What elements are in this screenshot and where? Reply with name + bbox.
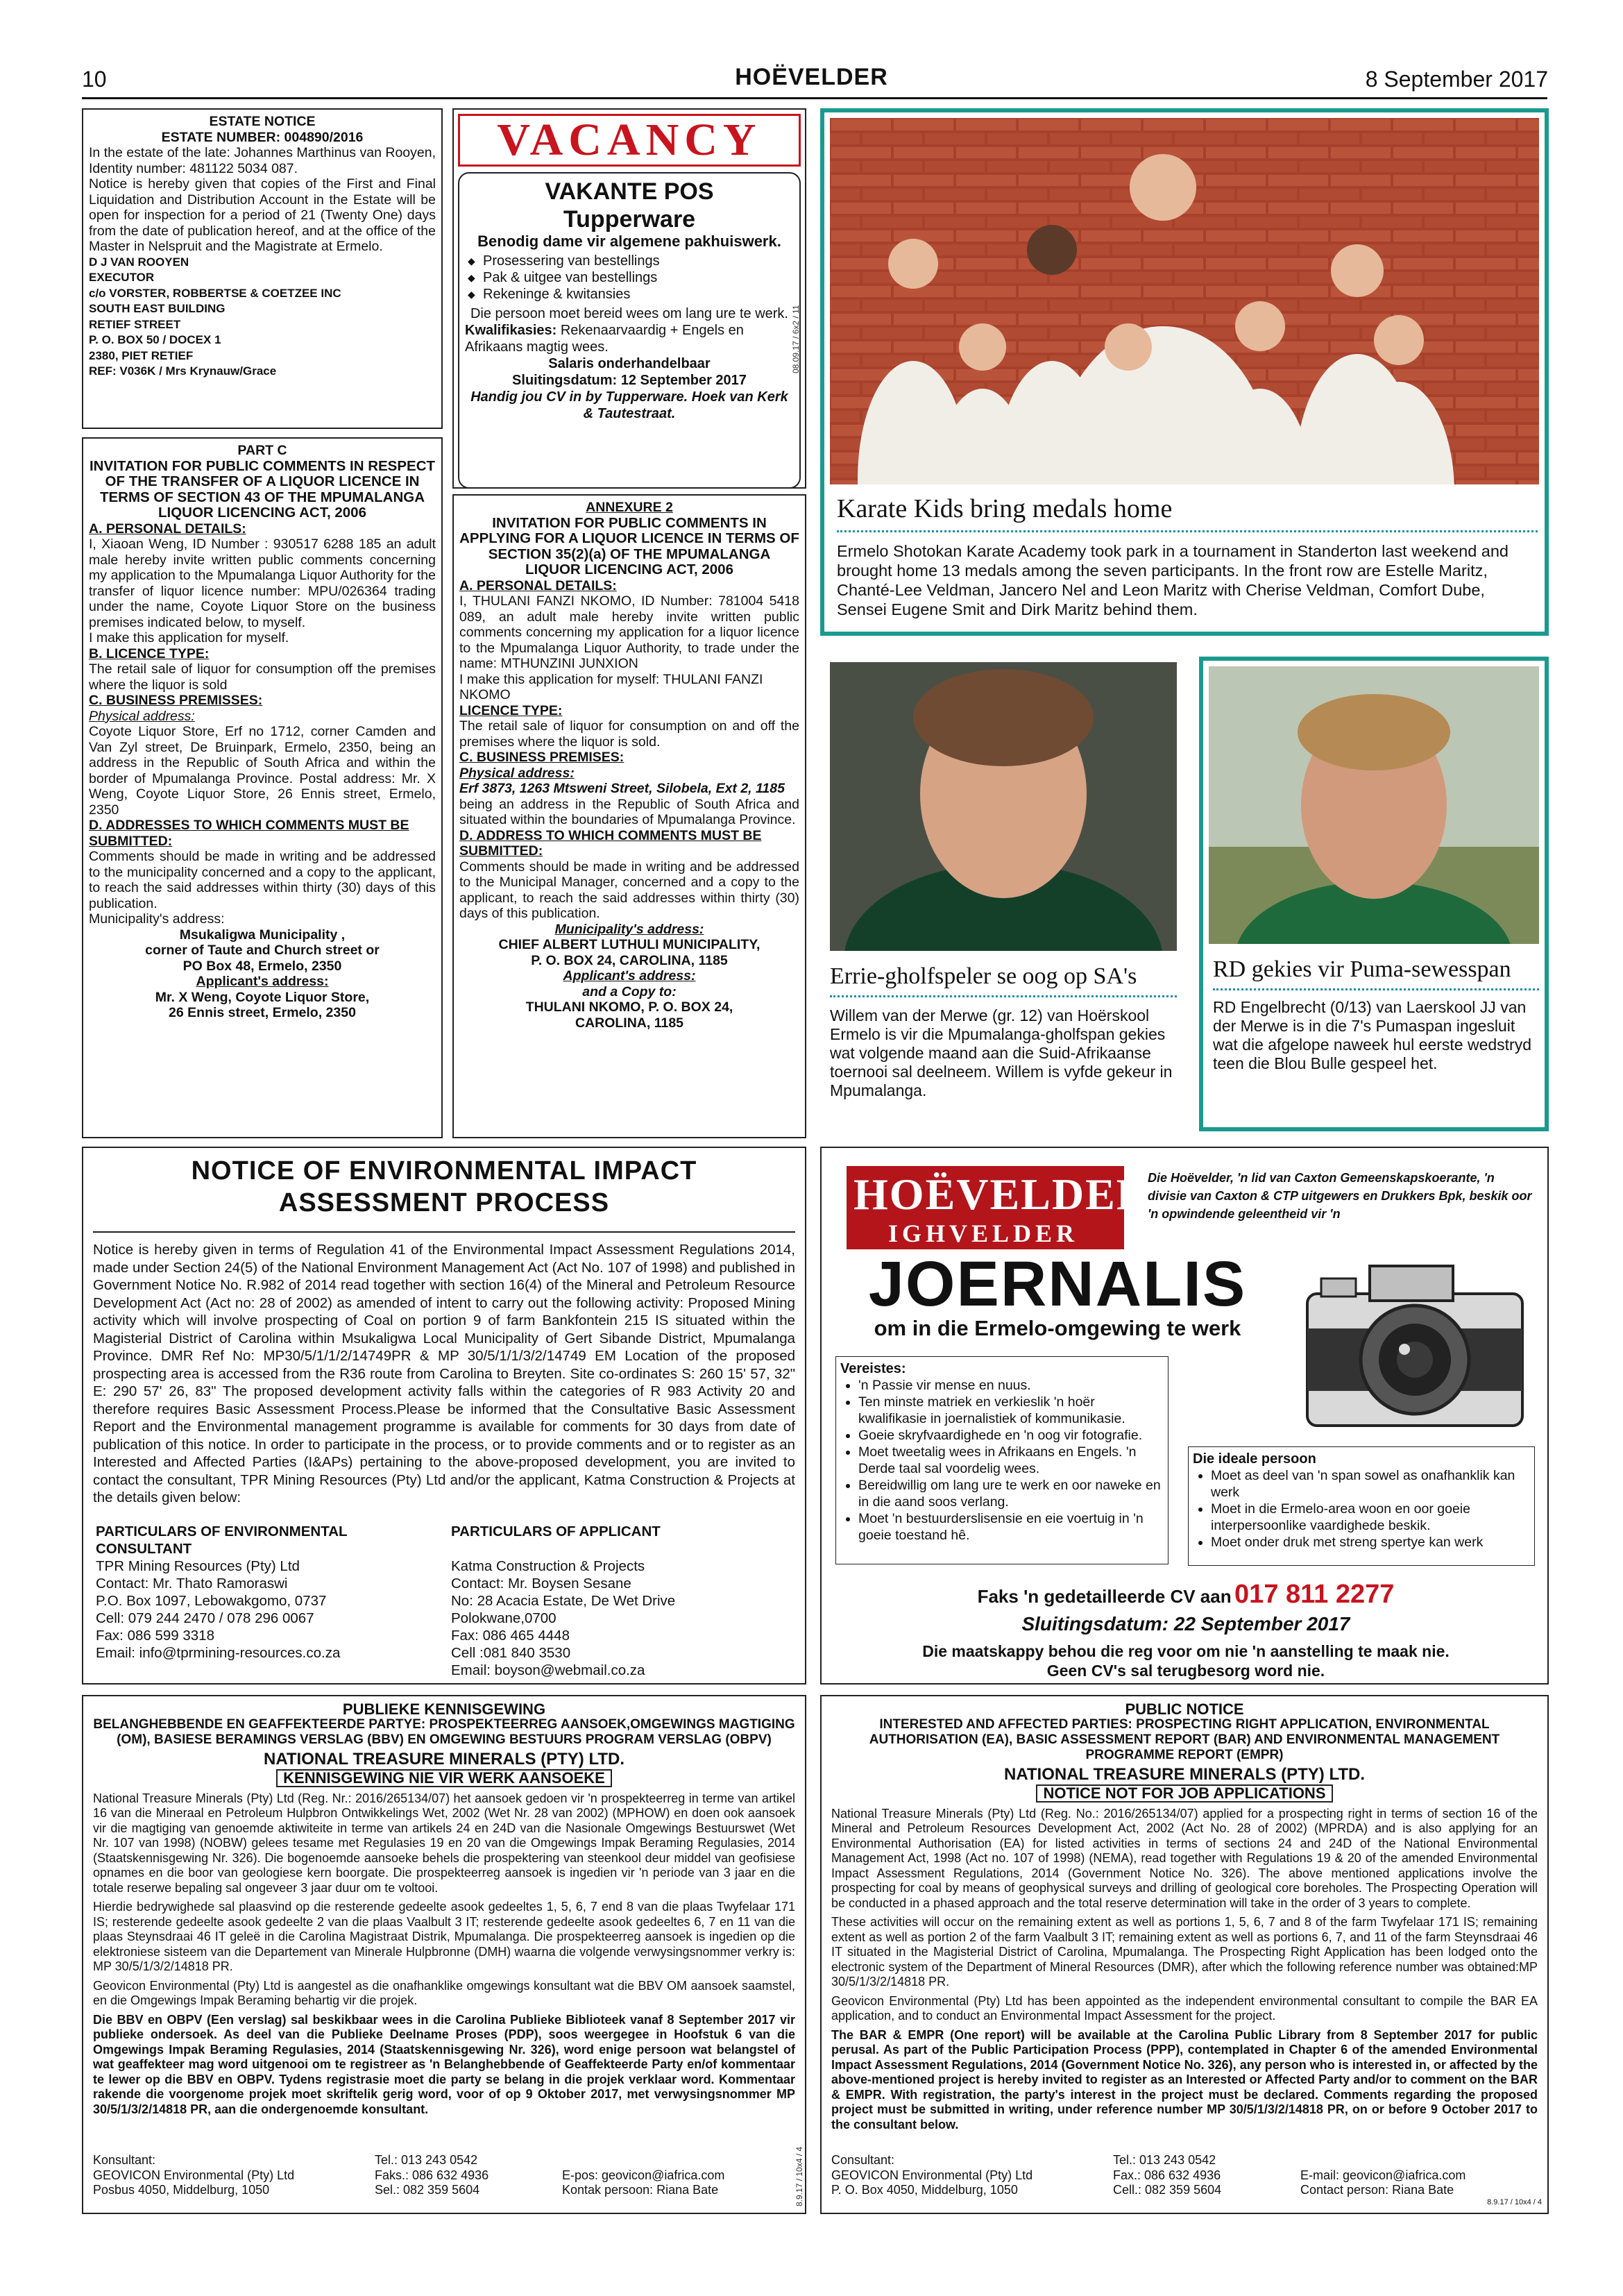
journalist-title: JOERNALIS (868, 1249, 1247, 1319)
contact-line: E-pos: geovicon@iafrica.com (562, 2168, 725, 2182)
vacancy-need: Benodig dame vir algemene pakhuiswerk. (477, 233, 781, 250)
section-text: I make this application for myself. (89, 630, 289, 645)
address-heading: Municipality's address: (554, 921, 704, 937)
notice-paragraph: The BAR & EMPR (One report) will be available at the Carolina Public Library from 8 September 2017 for public perusal. As part of the Public Participation Process (PPP), contemplated in Chapter 6 of the amended Environmental Impact Assessment Regulations, 2014 (Government Notice No. 326), any person who is interested in, or affected by the above-mentioned project is hereby invited to register as an Interested or Affected Party and/or to comment on the BAR & EMPR. With registration, the party's interest in the project must be declared. Comments regarding the proposed project must be submitted in writing, under reference number MP 30/5/1/3/2/14818 PR, on or before 9 October 2017 to the consultant below. (831, 2027, 1538, 2132)
notice-subheading: INTERESTED AND AFFECTED PARTIES: PROSPECTING RIGHT APPLICATION, ENVIRONMENTAL AUTHORISATION (EA), BASIC ASSESSMENT REPORT (BAR) AND ENVIRONMENTAL MANAGEMENT PROGRAMME REPORT (EMPR) (869, 1716, 1500, 1762)
section-text: I make this application for myself: THULANI FANZI NKOMO (459, 671, 763, 702)
golf-photo-illustration (830, 662, 1177, 951)
logo-line-1: HOËVELDER (853, 1170, 1150, 1219)
list-item: ◆ Rekeninge & kwitansies (483, 286, 794, 303)
golf-photo (830, 662, 1177, 951)
contact-col-2 (1113, 2153, 1293, 2198)
list-item: • Moet in die Ermelo-area woon en oor goeie interpersoonlike vaardighede beskik. (1211, 1501, 1530, 1534)
eia-consultant (96, 1523, 429, 1662)
estate-line: REF: V036K / Mrs Krynauw/Grace (89, 364, 277, 378)
section-heading: D. ADDRESSES TO WHICH COMMENTS MUST BE SUBMITTED: (89, 818, 409, 849)
eia-title-2: ASSESSMENT PROCESS (278, 1188, 610, 1217)
karate-photo-illustration (830, 118, 1539, 484)
section-text: Municipality's address: (89, 911, 225, 927)
contact-col-1 (93, 2153, 357, 2198)
contact-line: Fax.: 086 632 4936 (1113, 2168, 1221, 2182)
contact-line: Contact: Mr. Boysen Sesane (451, 1576, 631, 1592)
address-line: Mr. X Weng, Coyote Liquor Store, (155, 989, 370, 1005)
rd-photo-illustration (1209, 666, 1539, 944)
ad-reference-tag: 08.09.17 / 6x2 / 11 (791, 305, 801, 373)
contact-line: Contact person: Riana Bate (1300, 2183, 1454, 2197)
public-notice-afrikaans (82, 1695, 806, 2214)
notice-heading: PUBLIEKE KENNISGEWING (342, 1700, 546, 1718)
ideal-heading: Die ideale persoon (1193, 1451, 1316, 1467)
company-name: NATIONAL TREASURE MINERALS (PTY) LTD. (1004, 1764, 1365, 1784)
contact-line: Cell.: 082 359 5604 (1113, 2183, 1222, 2197)
estate-line: c/o VORSTER, ROBBERTSE & COETZEE INC (89, 286, 341, 300)
contact-line: Contact: Mr. Thato Ramoraswi (96, 1576, 288, 1592)
fax-line (822, 1580, 1550, 1610)
fax-label: Faks 'n gedetailleerde CV aan (977, 1586, 1232, 1607)
address-heading: and a Copy to: (582, 984, 677, 999)
vacancy-must: Die persoon moet bereid wees om lang ure te werk. (470, 306, 788, 321)
contact-line: Faks.: 086 632 4936 (375, 2168, 489, 2182)
eia-notice (82, 1147, 806, 1685)
estate-number: ESTATE NUMBER: 004890/2016 (161, 129, 364, 145)
address-line: PO Box 48, Ermelo, 2350 (182, 958, 342, 974)
rd-headline: RD gekies vir Puma-sewesspan (1213, 956, 1511, 982)
contact-col-2 (375, 2153, 555, 2198)
contact-line: Cell: 079 244 2470 / 078 296 0067 (96, 1610, 314, 1626)
headline-rule (1213, 988, 1539, 990)
notice-paragraph: Die BBV en OBPV (Een verslag) sal beskikbaar wees in die Carolina Publieke Biblioteek vanaf 8 September 2017 vir publieke ondersoek. As deel van die Publieke Deelname Proses (PDP), soos weergegee in Hoofstuk 6 van die Omgewings Impak Beraming Regulasies, 2014 (Staatskennisgewing Nr. 326), word enige persoon wat belangstel of wat geaffekteer mag word uitgenooi om te registreer as 'n Belanghebbende of Geaffekteerde Party en/of kommentaar te lewer op die BBV en OBPV. Tydens registrasie moet die party se belang in die projek verklaar word. Kommentaar rakende die voorgenome projek moet skriftelik gerig word, voor of op 9 Oktober 2017, met verwysingsnommer MP 30/5/1/3/2/14818 PR, aan die ondergenoemde konsultant. (93, 2012, 795, 2116)
ad-reference-tag: 8.9.17 / 10x4 / 4 (1487, 2197, 1542, 2206)
applicant-heading: PARTICULARS OF APPLICANT (451, 1523, 661, 1539)
vacancy-company: Tupperware (563, 206, 696, 233)
contact-col-1 (831, 2153, 1095, 2198)
section-heading: D. ADDRESS TO WHICH COMMENTS MUST BE SUBMITTED: (459, 827, 762, 859)
section-heading: A. PERSONAL DETAILS: (459, 577, 617, 593)
part-c-notice (82, 437, 443, 1138)
estate-line: SOUTH EAST BUILDING (89, 302, 226, 315)
vacancy-title: VAKANTE POS (545, 178, 714, 205)
annexure-2-notice (452, 494, 806, 1138)
issue-date: 8 September 2017 (1365, 67, 1548, 92)
requirements-heading: Vereistes: (840, 1361, 906, 1376)
golf-story (820, 652, 1195, 1138)
contact-line: Email: boyson@webmail.co.za (451, 1662, 645, 1678)
contact-line: P. O. Box 4050, Middelburg, 1050 (831, 2183, 1018, 2197)
list-item: • Goeie skryfvaardighede en 'n oog vir fotografie. (858, 1427, 1164, 1444)
contact-line: Posbus 4050, Middelburg, 1050 (93, 2183, 270, 2197)
contact-line: Email: info@tprmining-resources.co.za (96, 1645, 341, 1661)
requirements-list (840, 1377, 1164, 1544)
contact-line: GEOVICON Environmental (Pty) Ltd (93, 2168, 295, 2182)
vacancy-body (458, 172, 801, 489)
golf-text: Willem van der Merwe (gr. 12) van Hoërskool Ermelo is vir die Mpumalanga-gholfspan gekies wat volgende maand aan die Suid-Afrikaanse toernooi sal deelneem. Willem is vyfde gekeur in Mpumalanga. (830, 1006, 1173, 1099)
notice-paragraph: National Treasure Minerals (Pty) Ltd (Reg. Nr.: 2016/265134/07) het aansoek gedoen vir 'n prospekteerreg in terme van artikel 16 van die Mineraal en Petroleum Hulpbron Ontwikkelings Wet, 2002 (Wet Nr. 28 van 2002) (MPHOW) en doen ook aansoek vir die magtiging van genoemde aktiwiteite in terme van artikels 24 en 24D van die Nasionale Omgewings Bestuurswet (Wet Nr. 107 van 1998) (NOBW) gelees tesame met Regulasies 19 en 20 van die Omgewings Impak Beraming Regulasies, 2014 (Staatskennisgewing Nr. 326). Die bogenoemde aansoeke behels die prospektering van steenkool deur middel van geofisiese opnames en die boor van geologiese kern boorgate. Die prospekteerreg aansoek is ingedien vir 'n periode van 3 jaar en die totale reserwe bepaling sal ongeveer 3 jaar duur om te voltooi. (93, 1791, 795, 1895)
rights-line-2: Geen CV's sal terugbesorg word nie. (1046, 1662, 1325, 1680)
estate-line: RETIEF STREET (89, 317, 181, 331)
notice-boxed-title: NOTICE NOT FOR JOB APPLICATIONS (1036, 1784, 1332, 1803)
address-heading: Applicant's address: (196, 974, 329, 989)
requirements-box (835, 1356, 1169, 1564)
section-text: Comments should be made in writing and be addressed to the municipality concerned and a copy to the applicant, to reach the said addresses within thirty (30) days of this publication. (89, 849, 436, 911)
list-item: ◆ Prosessering van bestellings (483, 253, 794, 269)
contact-line: No: 28 Acacia Estate, De Wet Drive (451, 1593, 676, 1609)
estate-body-2: Notice is hereby given that copies of the First and Final Liquidation and Distribution Account in the Estate will be open for inspection for a period of 21 (Twenty One) days from the date of publication hereof, and at the office of the Master in Nelspruit and the Magistrate at Ermelo. (89, 176, 436, 254)
section-text: The retail sale of liquor for consumption off the premises where the liquor is sold (89, 661, 436, 693)
journalist-ad (820, 1147, 1549, 1685)
section-text: The retail sale of liquor for consumption on and off the premises where the liquor is sold. (459, 718, 799, 750)
contact-line: E-mail: geovicon@iafrica.com (1300, 2168, 1466, 2182)
contact-line: Fax: 086 599 3318 (96, 1628, 214, 1644)
ad-reference-tag: 8.9.17 / 10x4 / 4 (794, 2146, 804, 2206)
estate-notice (82, 108, 443, 429)
ideal-list (1193, 1467, 1530, 1551)
list-item: ◆ Pak & uitgee van bestellings (483, 269, 794, 286)
contact-line: Kontak persoon: Riana Bate (562, 2183, 719, 2197)
address-line: CAROLINA, 1185 (575, 1015, 684, 1031)
journalist-subtitle: om in die Ermelo-omgewing te werk (874, 1316, 1241, 1340)
notice-paragraph: Geovicon Environmental (Pty) Ltd is aangestel as die onafhanklike omgewings konsultant wat die BBV OM aansoek saamstel, en die Omgewings Impak Beraming behartig vir die projek. (93, 1978, 795, 2007)
karate-text: Ermelo Shotokan Karate Academy took park in a tournament in Standerton last weekend and brought home 13 medals among the seven participants. In the front row are Estelle Maritz, Chanté-Lee Veldman, Jancero Nel and Leon Maritz with Cherise Veldman, Comfort Dube, Sensei Eugene Smit and Dirk Maritz behind them. (837, 542, 1509, 618)
qual-text: Rekenaarvaardig + Engels en Afrikaans magtig wees. (465, 323, 744, 355)
fax-number: 017 811 2277 (1234, 1580, 1395, 1609)
eia-title-1: NOTICE OF ENVIRONMENTAL IMPACT (191, 1156, 697, 1185)
page-number: 10 (82, 67, 107, 92)
headline-rule (837, 530, 1538, 532)
ideal-person-box (1188, 1446, 1535, 1566)
notice-paragraph: Geovicon Environmental (Pty) Ltd has been appointed as the independent environmental consultant to compile the BAR EA application, and to conduct an Environmental Impact Assessment for the project. (831, 1993, 1538, 2023)
address-line: THULANI NKOMO, P. O. BOX 24, (525, 999, 733, 1015)
rd-text: RD Engelbrecht (0/13) van Laerskool JJ van der Merwe is in die 7's Pumaspan ingesluit wat die afgelope naweek hul eerste wedstryd teen die Blou Bulle gespeel het. (1213, 998, 1532, 1072)
address-line: P. O. BOX 24, CAROLINA, 1185 (531, 952, 728, 968)
contact-line: TPR Mining Resources (Pty) Ltd (96, 1558, 300, 1574)
list-item: • 'n Passie vir mense en nuus. (858, 1377, 1164, 1394)
company-name: NATIONAL TREASURE MINERALS (PTY) LTD. (264, 1749, 624, 1769)
masthead-title: HOËVELDER (735, 64, 888, 90)
karate-photo (830, 118, 1539, 484)
contact-col-3 (562, 2153, 784, 2198)
notice-subheading: BELANGHEBBENDE EN GEAFFEKTEERDE PARTYE: PROSPEKTEERREG AANSOEK,OMGEWINGS MAGTIGING (OM), BASIESE BERAMINGS VERSLAG (BBV) EN OMGEWING BESTUURS PROGRAM VERSLAG (OBPV) (93, 1716, 795, 1747)
section-text: Coyote Liquor Store, Erf no 1712, corner Camden and Van Zyl street, De Bruinpark, Ermelo, 2350, being an address in the Republic of South Africa and within the border of Mpumalanga Province. Postal address: Mr. X Weng, Coyote Liquor Store, 26 Ennis street, Ermelo, 2350 (89, 724, 436, 818)
karate-headline: Karate Kids bring medals home (837, 494, 1173, 523)
contact-line (1300, 2153, 1529, 2168)
newspaper-logo (847, 1166, 1150, 1249)
vacancy-banner: VACANCY (458, 114, 801, 167)
golf-headline: Errie-gholfspeler se oog op SA's (830, 963, 1137, 989)
eia-body: Notice is hereby given in terms of Regulation 41 of the Environmental Impact Assessment Regulations 2014, made under Section 24(5) of the National Environment Management Act (Act No. 107 of 1998) and published in Government Notice No. R.982 of 2014 read together with section 16(4) of the Mineral and Petroleum Resource Development Act (Act no: 28 of 2002) as amended of intent to carry out the following activity: Proposed Mining activity which will involve prospecting of Coal on portion 9 of farm Bankfontein 215 IS situated within the Magisterial District of Carolina within Msukaligwa Local Municipality of Gert Sibande District, Mpumalanga Province. DMR Ref No: MP30/5/1/1/2/14749PR & MP 30/5/1/1/3/2/14749 EM Location of the proposed prospecting area is accessed from the R36 route from Carolina to Breyten. Site co-ordinates S: 260 15' 57, 32" E: 290 57' 26, 83" The proposed development activity falls within the categories of R 983 Activity 20 and therefore requires Basic Assessment Process.Please be informed that the Consultative Basic Assessment Report and the Environmental management programme is available for comments for 30 days from date of publication of this notice. In order to participate in the process, or to provide comments and or to register as an Interested and Affected Parties (I&APs) pertaining to the above-proposed development, you are invited to contact the consultant, TPR Mining Resources (Pty) Ltd and/or the applicant, Katma Construction & Projects at the details given below: (93, 1242, 795, 1505)
rights-line-1: Die maatskappy behou die reg voor om nie 'n aanstelling te maak nie. (922, 1642, 1450, 1660)
address-line: CHIEF ALBERT LUTHULI MUNICIPALITY, (498, 937, 760, 952)
section-heading: A. PERSONAL DETAILS: (89, 521, 246, 537)
contact-line: Sel.: 082 359 5604 (375, 2183, 480, 2197)
journalist-closing: Sluitingsdatum: 22 September 2017 (1021, 1613, 1350, 1635)
header-rule (82, 97, 1547, 99)
notice-heading: PUBLIC NOTICE (1125, 1700, 1244, 1718)
notice-paragraph: Hierdie bedrywighede sal plaasvind op die resterende gedeelte asook gedeeltes 1, 5, 6, 7 end 8 van die plaas Twyfelaar 171 IS; resterende gedeelte asook gedeelte 2 van die plaas Vaalbult 3 IT; resterende gedeelte asook gedeeltes 6, 7 en 11 van die plaas Steynsdraai 46 IT geleë in die Carolina Magistraat Distrik, Mpumalanga. Die prospekteerreg aansoek is ingedien op die elektroniese sisteem van die Departement van Minerale Hulpbronne (DMH) waarna die volgende verwysingsnommer verkry is: MP 30/5/1/3/2/14818 PR. (93, 1900, 795, 1973)
headline-rule (830, 995, 1177, 997)
contact-line: Cell :081 840 3530 (451, 1645, 571, 1661)
eia-applicant (451, 1523, 784, 1679)
section-text: being an address in the Republic of South Africa and situated within the boundaries of Mpumalanga Province. (459, 796, 799, 827)
karate-story (820, 108, 1549, 636)
contact-line (562, 2153, 784, 2168)
journalist-blurb: Die Hoëvelder, 'n lid van Caxton Gemeenskapskoerante, 'n divisie van Caxton & CTP uitgewers en Drukkers Bpk, beskik oor 'n opwindende geleentheid vir 'n (1148, 1171, 1532, 1221)
title-rule (93, 1231, 795, 1233)
contact-line: Consultant: (831, 2153, 895, 2167)
part-c-heading: INVITATION FOR PUBLIC COMMENTS IN RESPECT OF THE TRANSFER OF A LIQUOR LICENCE IN TERMS OF SECTION 43 OF THE MPUMALANGA LIQUOR LICENCING ACT, 2006 (89, 457, 436, 521)
list-item: • Moet onder druk met streng spertye kan werk (1211, 1534, 1530, 1551)
section-heading: LICENCE TYPE: (459, 702, 563, 718)
list-item: • Moet 'n bestuurderslisensie en eie voertuig in 'n goeie toestand hê. (858, 1510, 1164, 1544)
address-heading: Applicant's address: (563, 968, 696, 984)
contact-line: Tel.: 013 243 0542 (375, 2153, 478, 2167)
contact-line: Konsultant: (93, 2153, 156, 2167)
section-heading: C. BUSINESS PREMISSES: (89, 693, 263, 708)
address-line: Msukaligwa Municipality , (179, 927, 346, 943)
rd-story (1199, 657, 1549, 1131)
list-item: • Ten minste matriek en verkieslik 'n hoër kwalifikasie in joernalistiek of kommunikasie. (858, 1394, 1164, 1427)
list-item: • Bereidwillig om lang ure te werk en oor naweke en in die aand soos verlang. (858, 1477, 1164, 1510)
contact-line: GEOVICON Environmental (Pty) Ltd (831, 2168, 1033, 2182)
section-subheading: Physical address: (459, 765, 575, 781)
estate-title: ESTATE NOTICE (209, 114, 316, 129)
vacancy-closing: Sluitingsdatum: 12 September 2017 (512, 373, 747, 388)
logo-line-2: IGHVELDER (888, 1219, 1079, 1247)
estate-line: P. O. BOX 50 / DOCEX 1 (89, 333, 221, 346)
section-text: Comments should be made in writing and be addressed to the Municipal Manager, concerned and a copy to the applicant, to reach the said addresses within thirty (30) days of this publication. (459, 859, 799, 921)
camera-icon (1293, 1231, 1536, 1440)
vacancy-ad (452, 108, 806, 489)
contact-line: P.O. Box 1097, Lebowakgomo, 0737 (96, 1593, 327, 1609)
public-notice-english (820, 1695, 1549, 2214)
notice-paragraph: These activities will occur on the remaining extent as well as portions 1, 5, 6, 7 and 8 of the farm Twyfelaar 171 IS; remaining extent as well as portion 2 of the farm Vaalbult 3 IT; remaining extent as well as portions 6, 7, and 11 of the farm Steynsdraai 46 IT situated in the Magisterial District of Carolina, Mpumalanga. The Prospecting Right Application has been lodged onto the electronic system of the Department of Mineral Resources (DMR), after which the following reference number was obtained:MP 30/5/1/3/2/14818 PR. (831, 1915, 1538, 1989)
estate-body-1: In the estate of the late: Johannes Marthinus van Rooyen, Identity number: 481122 5034 087. (89, 145, 436, 176)
notice-boxed-title: KENNISGEWING NIE VIR WERK AANSOEKE (276, 1769, 612, 1787)
estate-line: EXECUTOR (89, 271, 155, 284)
contact-line: Polokwane,0700 (451, 1610, 556, 1626)
contact-col-3 (1300, 2153, 1529, 2198)
address-line: 26 Ennis street, Ermelo, 2350 (169, 1005, 356, 1020)
notice-paragraph: National Treasure Minerals (Pty) Ltd (Reg. No.: 2016/265134/07) applied for a prospecting right in terms of section 16 of the Mineral and Petroleum Resources Development Act, 2002 (Act No. 28 of 2002) (MPRDA) and is also applying for an Environmental Authorisation (EA) for listed activities in terms of sections 24 and 24D of the National Environmental Management Act, 1998 (Act no. 107 of 1998) (NEMA), read together with Regulations 19 & 20 of the amended Environmental Impact Assessment Regulations, 2014 (Government Notice No. 326). The above mentioned applications involve the prospecting for coal by means of geophysical surveys and drilling of geological core boreholes. The Prospecting Operation will be conducted in a phased approach and the total reserve determination will take in the order of 3 years to complete. (831, 1806, 1538, 1910)
vacancy-cv: Handig jou CV in by Tupperware. Hoek van Kerk & Tautestraat. (470, 389, 788, 421)
annexure-title: ANNEXURE 2 (586, 500, 673, 515)
vacancy-duties (465, 253, 794, 303)
vacancy-salary: Salaris onderhandelbaar (548, 356, 711, 371)
consultant-heading: PARTICULARS OF ENVIRONMENTAL CONSULTANT (96, 1523, 348, 1557)
contact-line: Tel.: 013 243 0542 (1113, 2153, 1216, 2167)
section-heading: C. BUSINESS PREMISES: (459, 750, 624, 765)
estate-line: 2380, PIET RETIEF (89, 348, 194, 362)
list-item: • Moet as deel van 'n span sowel as onafhanklik kan werk (1211, 1467, 1530, 1501)
estate-line: D J VAN ROOYEN (89, 255, 189, 269)
contact-line: Katma Construction & Projects (451, 1558, 645, 1574)
address-line: corner of Taute and Church street or (145, 943, 380, 958)
part-c-title: PART C (237, 443, 287, 458)
qual-label: Kwalifikasies: (465, 323, 557, 338)
section-text: I, THULANI FANZI NKOMO, ID Number: 781004 5418 089, an adult male hereby invite written public comments concerning my application for a liquor licence to the Mpumalanga Liquor Authority, to trade under the name: MTHUNZINI JUNXION (459, 593, 799, 671)
contact-line: Fax: 086 465 4448 (451, 1628, 570, 1644)
vacancy-qualifications (465, 322, 794, 355)
section-subheading: Physical address: (89, 708, 195, 724)
section-heading: B. LICENCE TYPE: (89, 645, 210, 661)
rd-photo (1209, 666, 1539, 944)
annexure-heading: INVITATION FOR PUBLIC COMMENTS IN APPLYING FOR A LIQUOR LICENCE IN TERMS OF SECTION 35(2)(a) OF THE MPUMALANGA LIQUOR LICENCING ACT, 2006 (459, 514, 799, 577)
section-text: I, Xiaoan Weng, ID Number : 930517 6288 185 an adult male hereby invite written public comments concerning my application to the Mpumalanga Liquor Authority for the transfer of liquor licence number: MPU/026364 trading under the name, Coyote Liquor Store on the business premises indicated below, to myself. (89, 537, 436, 630)
list-item: • Moet tweetalig wees in Afrikaans en Engels. 'n Derde taal sal voordelig wees. (858, 1444, 1164, 1477)
section-subheading: Erf 3873, 1263 Mtsweni Street, Silobela, Ext 2, 1185 (459, 781, 785, 796)
